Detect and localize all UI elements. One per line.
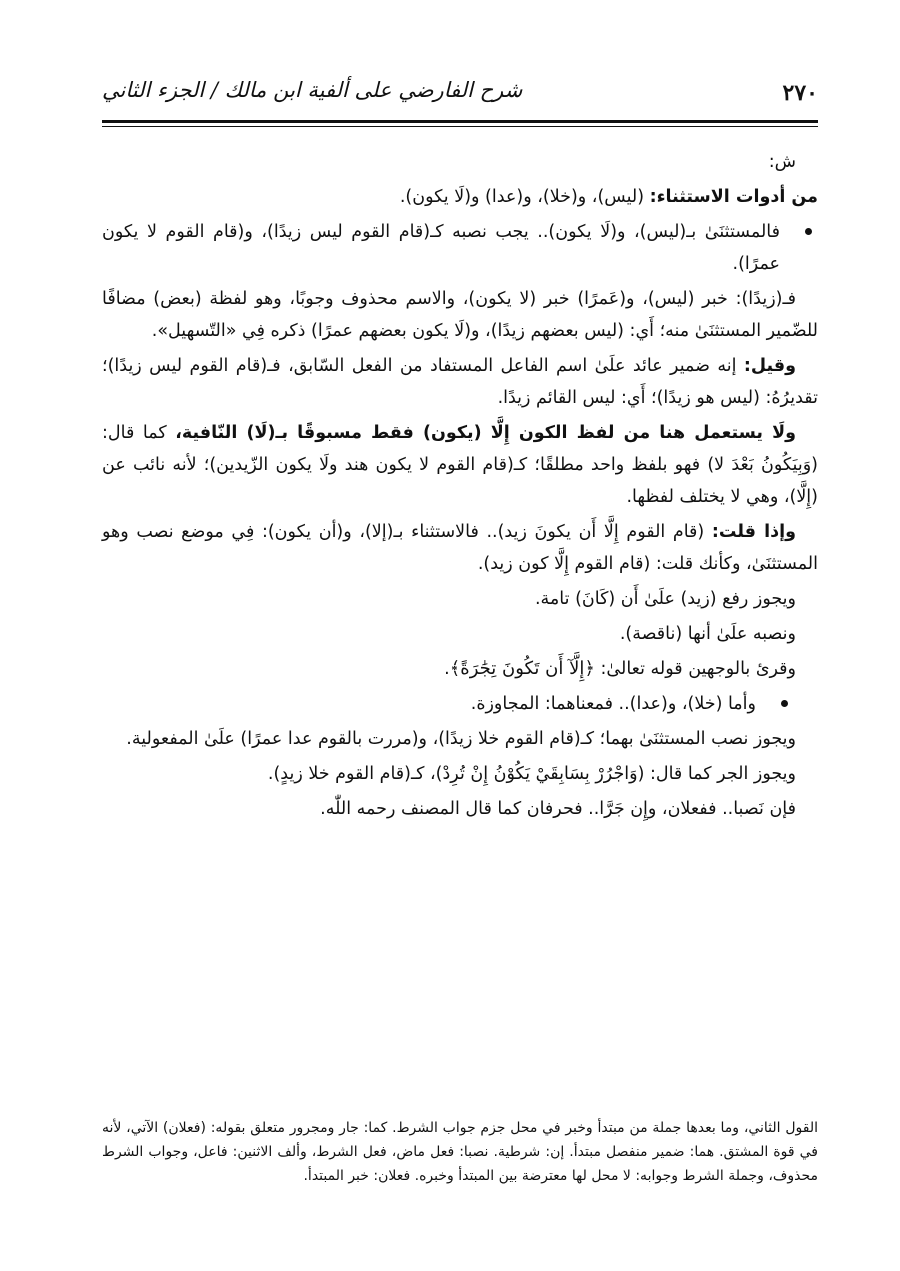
paragraph-tools: [102, 181, 818, 213]
paragraph-qila-heading: وقيل:: [743, 356, 796, 376]
line-raf: ويجوز رفع (زيد) علَىٰ أَن (كَانَ) تامة.: [534, 589, 796, 609]
paragraph-idha-qulta-text: (قام القوم إِلَّا أَن يكونَ زيد).. فالاستثناء بـ(إلا)، و(أن يكون): فِي موضع نصب وهو المستثنَىٰ، وكأنك قلت: (قام القوم إِلَّا كون زيد).: [102, 522, 818, 574]
page-header: [102, 70, 818, 122]
paragraph-idha-qulta-heading: وإذا قلت:: [711, 522, 797, 542]
bullet-icon: [805, 228, 812, 235]
bullet-icon: [781, 700, 788, 707]
bullet-item-laysa-text: فالمستثنَىٰ بـ(ليس)، و(لَا يكون).. يجب نصبه كـ(قام القوم ليس زيدًا)، و(قام القوم لا يكون عمرًا).: [102, 222, 780, 274]
book-page: [102, 70, 818, 1230]
paragraph-nasb-bihima: ويجوز نصب المستثنَىٰ بهما؛ كـ(قام القوم خلا زيدًا)، و(مررت بالقوم عدا عمرًا) علَىٰ المفعولية.: [126, 729, 796, 749]
main-text: [102, 146, 818, 828]
header-rule-thick: [102, 120, 818, 123]
line-jarr: ويجوز الجر كما قال: (وَاجْرُرْ بِسَابِقَيْ يَكُوْنُ إِنْ تُرِدْ)، كـ(قام القوم خلا زيدٍ).: [267, 764, 796, 784]
quran-verse: ﴿إِلَّآ أَن تَكُونَ تِجَٰرَةً﴾: [449, 658, 595, 679]
paragraph-qila: [102, 350, 818, 414]
bullet-item-khala: [102, 688, 818, 720]
header-rule-thin: [102, 126, 818, 127]
paragraph-idha-qulta: [102, 516, 818, 580]
section-label: ش:: [768, 152, 796, 172]
paragraph-qila-text: إنه ضمير عائد علَىٰ اسم الفاعل المستفاد من الفعل السّابق، فـ(قام القوم ليس زيدًا)؛ تقديرُهُ: (ليس هو زيدًا)؛ أَي: ليس القائم زيدًا.: [102, 356, 818, 408]
line-quran-intro: وقرئ بالوجهين قوله تعالىٰ:: [594, 659, 796, 679]
bullet-item-laysa: [102, 216, 818, 280]
line-quran-citation: [102, 653, 818, 685]
bullet-item-khala-text: وأما (خلا)، و(عدا).. فمعناهما: المجاوزة.: [470, 694, 756, 714]
page-number: ٢٧٠: [782, 80, 818, 106]
line-quran-end: .: [444, 659, 450, 679]
footnote-text: القول الثاني، وما بعدها جملة من مبتدأ وخبر في محل جزم جواب الشرط. كما: جار ومجرور متعلق بقوله: (فعلان) الآتي، لأنه في قوة المشتق. هما: ضمير منفصل مبتدأ. إن: شرطية. نصبا: فعل ماض، فعل الشرط، وألف الاثنين: فاعل، وجواب الشرط محذوف، وجملة الشرط وجوابه: لا محل لها معترضة بين المبتدأ وخبره. فعلان: خبر المبتدأ.: [102, 1120, 818, 1184]
paragraph-tools-text: (ليس)، و(خلا)، و(عدا) و(لَا يكون).: [399, 187, 650, 207]
footnote: [102, 1116, 818, 1188]
paragraph-yakun-text: كما قال: (وَبِيَكُونُ بَعْدَ لا) فهو بلفظ واحد مطلقًا؛ كـ(قام القوم لا يكون هند ولَا يكون الزّيدين)؛ لأنه نائب عن (إِلَّا)، وهي لا يختلف لفظها.: [102, 423, 818, 507]
running-title: شرح الفارضي على ألفية ابن مالك / الجزء الثاني: [102, 78, 523, 102]
paragraph-yakun-heading: ولَا يستعمل هنا من لفظ الكون إِلَّا (يكون) فقط مسبوقًا بـ(لَا) النّافية،: [175, 423, 796, 443]
line-harfan: فإن نَصبا.. ففعلان، وإِن جَرَّا.. فحرفان كما قال المصنف رحمه اللّٰه.: [320, 799, 796, 819]
line-nasb: ونصبه علَىٰ أنها (ناقصة).: [619, 624, 796, 644]
paragraph-yakun: [102, 417, 818, 513]
paragraph-tools-heading: من أدوات الاستثناء:: [649, 187, 818, 207]
paragraph-khabar: فـ(زيدًا): خبر (ليس)، و(عَمرًا) خبر (لا يكون)، والاسم محذوف وجوبًا، وهو لفظة (بعض) مضافًا للضّمير المستثنَىٰ منه؛ أَي: (ليس بعضهم زيدًا)، و(لَا يكون بعضهم عمرًا) ذكره فِي «التّسهيل».: [102, 289, 818, 341]
